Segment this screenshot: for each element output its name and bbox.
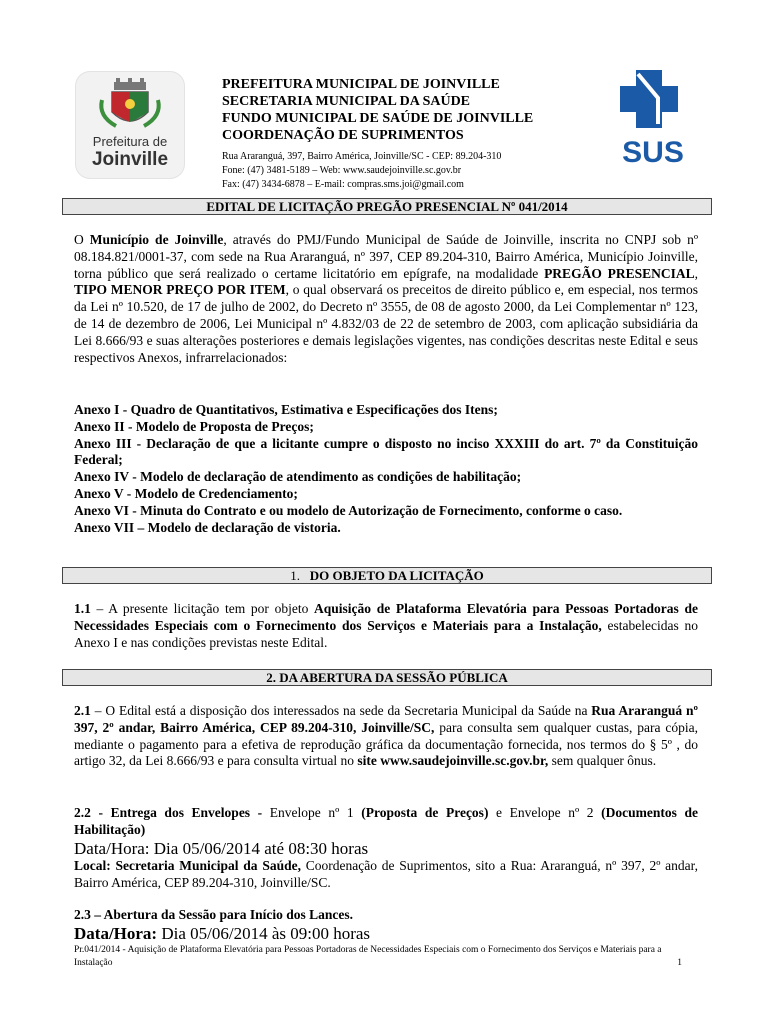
header-fax: Fax: (47) 3434-6878 – E-mail: compras.sms.joi@gmail.com [222, 179, 464, 190]
section-2-2-datetime: Data/Hora: Dia 05/06/2014 até 08:30 horas [74, 839, 369, 858]
header-phone: Fone: (47) 3481-5189 – Web: www.saudejoinville.sc.gov.br [222, 165, 462, 176]
section-1-title: DO OBJETO DA LICITAÇÃO [309, 568, 484, 583]
coat-of-arms-icon [76, 72, 184, 134]
header-address: Rua Araranguá, 397, Bairro América, Joinville/SC - CEP: 89.204-310 [222, 151, 502, 162]
annex-item: Anexo VII – Modelo de declaração de vistoria. [74, 519, 341, 535]
header-title-coordenacao: COORDENAÇÃO DE SUPRIMENTOS [222, 128, 464, 143]
logo-text-joinville: Joinville [91, 149, 169, 170]
annex-list [74, 402, 698, 536]
edital-title-bar: EDITAL DE LICITAÇÃO PREGÃO PRESENCIAL Nº 041/2014 [62, 198, 712, 215]
section-1-bar [62, 567, 712, 584]
annex-item: Anexo IV - Modelo de declaração de atendimento as condições de habilitação; [74, 469, 522, 485]
section-2-1-paragraph: 2.1 – O Edital está a disposição dos interessados na sede da Secretaria Municipal da Saúde na Rua Araranguá nº 397, 2º andar, Bairro América, CEP 89.204-310, Joinville/SC, para consulta sem qualquer custas, para cópia, mediante o pagamento para a efetiva de reprodução gráfica da documentação fornecida, nos termos do § 5º , do artigo 32, da Lei 8.666/93 e para consulta virtual no site www.saudejoinville.sc.gov.br, sem qualquer ônus. [74, 703, 698, 769]
sus-logo-text: SUS [622, 136, 684, 168]
section-2-2-location: Local: Secretaria Municipal da Saúde, Coordenação de Suprimentos, sito a Rua: Araranguá, nº 397, 2º andar, Bairro América, CEP 89.204-310, Joinville/SC. [74, 858, 698, 890]
header-title-prefeitura: PREFEITURA MUNICIPAL DE JOINVILLE [222, 77, 500, 92]
annex-item: Anexo VI - Minuta do Contrato e ou modelo de Autorização de Fornecimento, conforme o caso. [74, 502, 623, 518]
logo-text-prefeitura: Prefeitura de [92, 134, 168, 149]
footer-text: Pr.041/2014 - Aquisição de Plataforma Elevatória para Pessoas Portadoras de Necessidades Especiais com o Fornecimento dos Serviços e Materiais para a Instalação [74, 945, 662, 968]
page-number: 1 [677, 958, 682, 968]
section-1-paragraph: 1.1 – A presente licitação tem por objeto Aquisição de Plataforma Elevatória para Pessoas Portadoras de Necessidades Especiais com o Fornecimento dos Serviços e Materiais para a Instalação, estabelecidas no Anexo I e nas condições previstas neste Edital. [74, 601, 698, 650]
page-footer [74, 944, 698, 970]
header-title-fundo: FUNDO MUNICIPAL DE SAÚDE DE JOINVILLE [222, 111, 534, 126]
section-1-number: 1. [290, 568, 300, 583]
section-2-3-datetime: Data/Hora: Dia 05/06/2014 às 09:00 horas [74, 924, 371, 943]
header-title-secretaria: SECRETARIA MUNICIPAL DA SAÚDE [222, 94, 471, 109]
annex-item: Anexo III - Declaração de que a licitante cumpre o disposto no inciso XXXIII do art. 7º da Constituição Federal; [74, 435, 698, 468]
annex-item: Anexo I - Quadro de Quantitativos, Estimativa e Especificações dos Itens; [74, 402, 498, 417]
section-2-2-paragraph: 2.2 - Entrega dos Envelopes - Envelope nº 1 (Proposta de Preços) e Envelope nº 2 (Documentos de Habilitação) [74, 805, 698, 837]
annex-item: Anexo V - Modelo de Credenciamento; [74, 485, 298, 501]
letterhead [222, 76, 602, 192]
intro-paragraph: O Município de Joinville, através do PMJ/Fundo Municipal de Saúde de Joinville, inscrita no CNPJ sob nº 08.184.821/0001-37, com sede na Rua Araranguá, nº 397, CEP 89.204-310, Bairro América, Município Joinville, torna público que será realizado o certame licitatório em epígrafe, na modalidade PREGÃO PRESENCIAL, TIPO MENOR PREÇO POR ITEM, o qual observará os preceitos de direito público e, em especial, nos termos da Lei nº 10.520, de 17 de julho de 2002, do Decreto nº 3555, de 08 de agosto 2000, da Lei Complementar nº 123, de 14 de dezembro de 2006, Lei Municipal nº 4.832/03 de 22 de setembro de 2003, com aplicação subsidiária da Lei 8.666/93 e suas alterações posteriores e demais legislações vigentes, nas condições descritas neste Edital e seus respectivos Anexos, infrarrelacionados: [74, 232, 699, 365]
sus-logo [612, 68, 694, 168]
annex-item: Anexo II - Modelo de Proposta de Preços; [74, 418, 314, 434]
section-2-bar: 2. DA ABERTURA DA SESSÃO PÚBLICA [62, 669, 712, 686]
prefeitura-joinville-logo [76, 72, 184, 178]
section-2-3-title: 2.3 – Abertura da Sessão para Início dos Lances. [74, 907, 354, 922]
